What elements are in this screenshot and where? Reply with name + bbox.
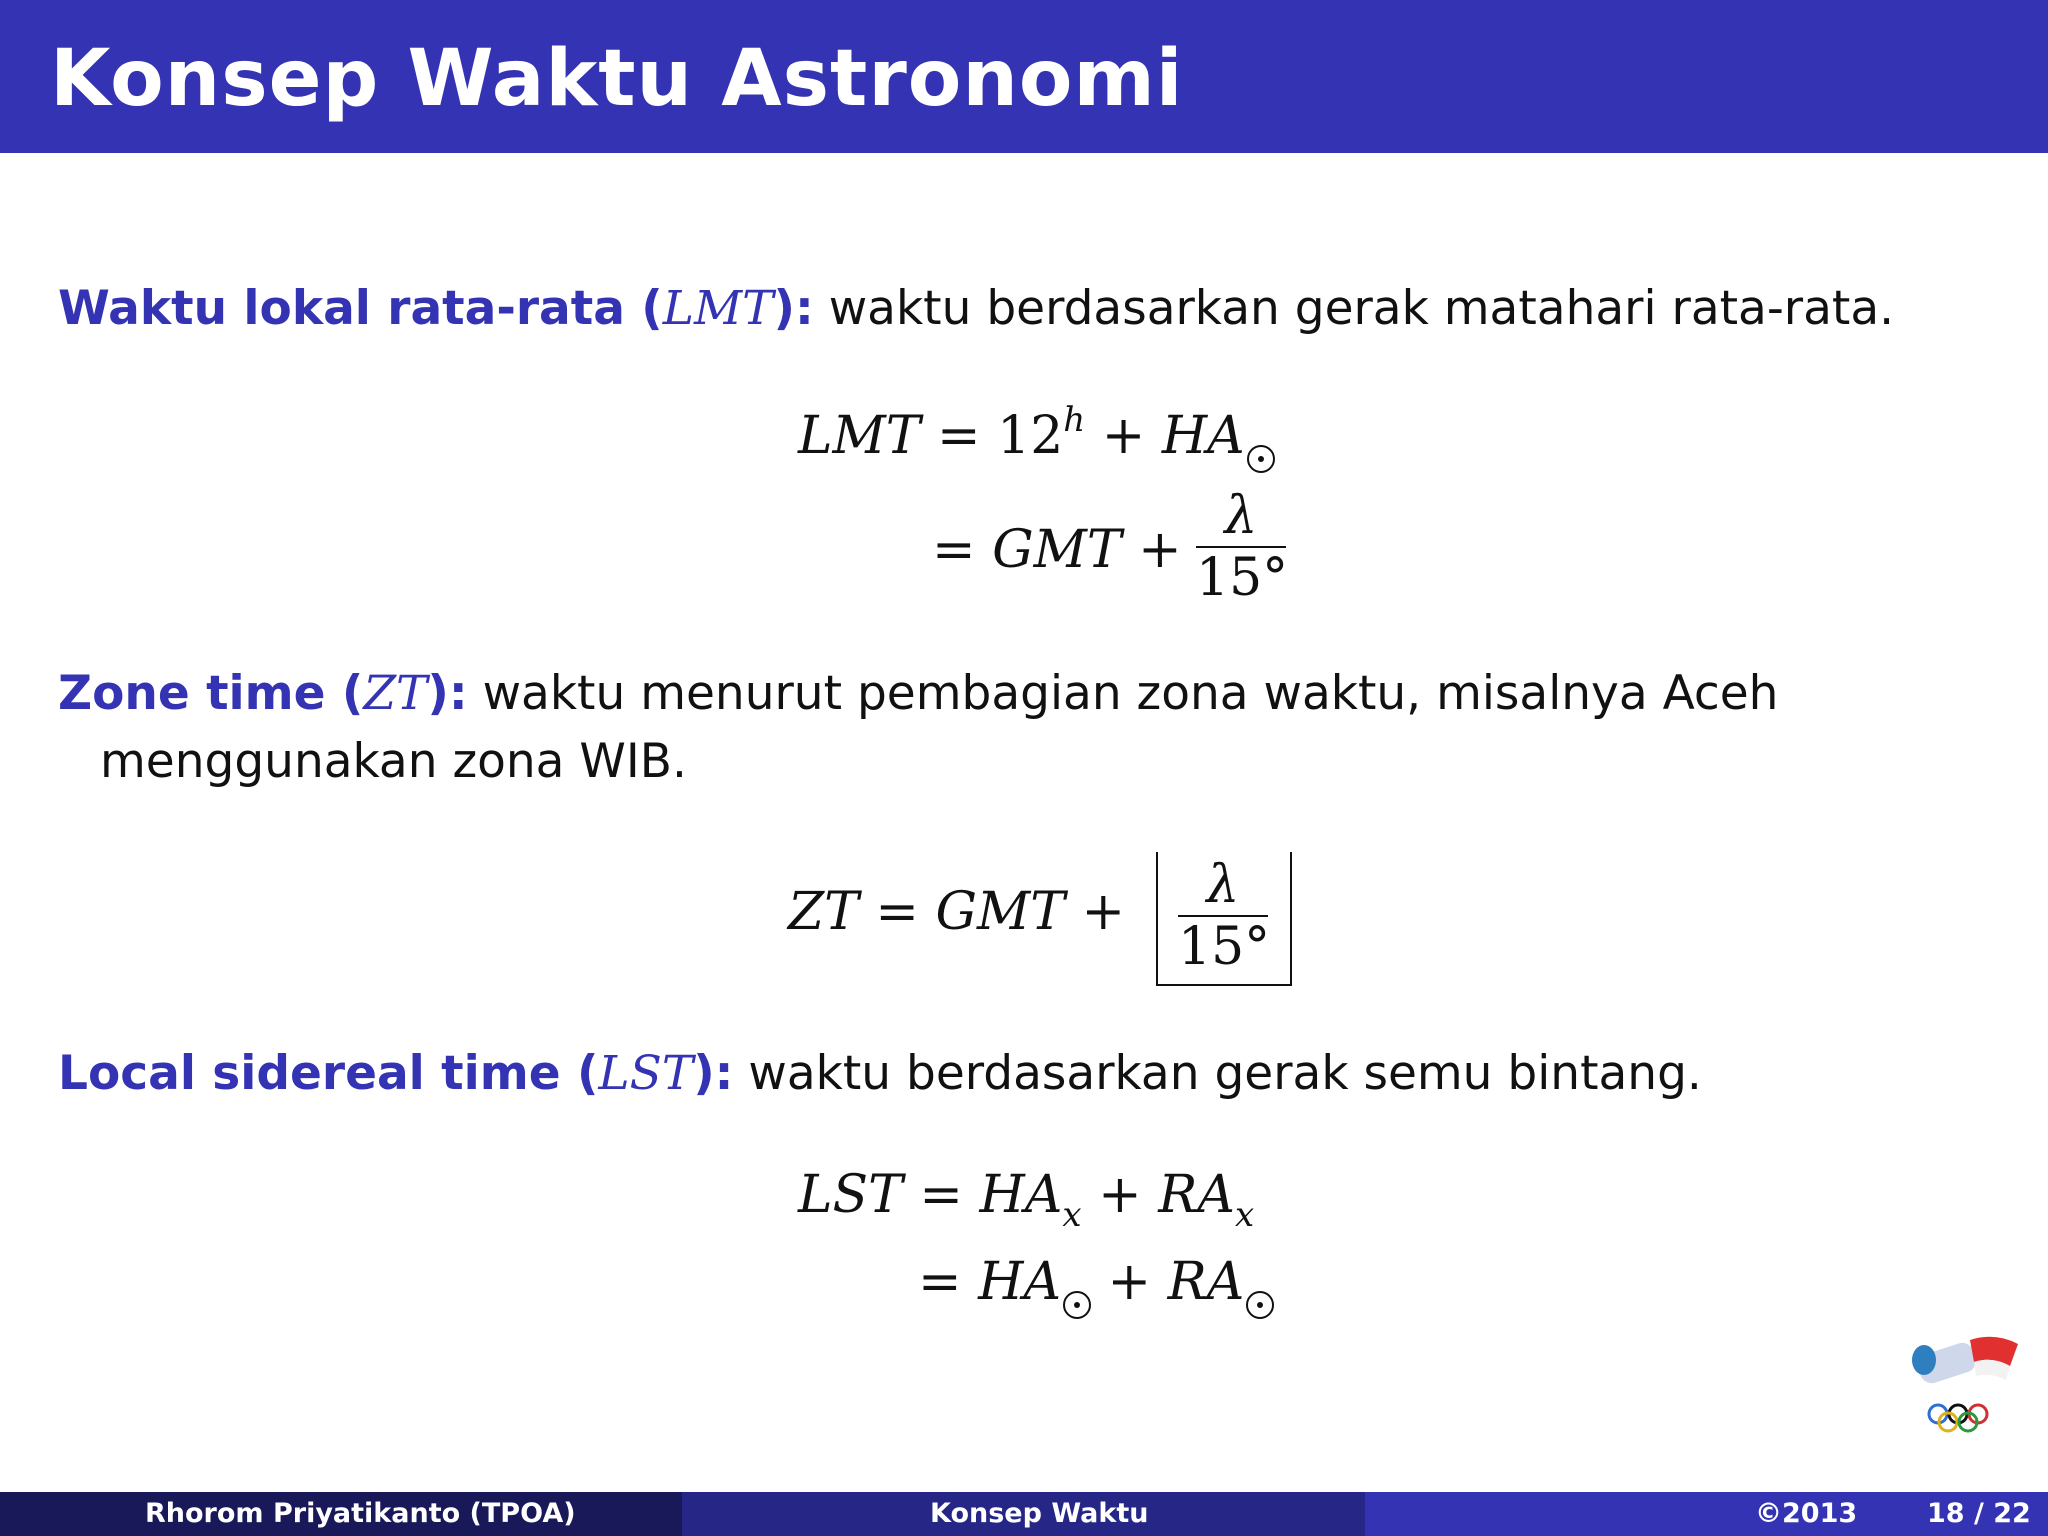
zt-term: Zone time (ZT): xyxy=(58,666,468,721)
lst-term: Local sidereal time (LST): xyxy=(58,1046,734,1101)
footer-page-number: 18 / 22 xyxy=(1927,1498,2031,1529)
lmt-term: Waktu lokal rata-rata (LMT): xyxy=(58,281,814,336)
tpoa-logo-icon xyxy=(1900,1310,2040,1450)
lmt-description: waktu berdasarkan gerak matahari rata-rata. xyxy=(828,281,1895,336)
zt-description-line2: menggunakan zona WIB. xyxy=(100,734,687,789)
lambda-numerator: λ xyxy=(1224,486,1258,546)
lst-equation-line1: LST = $HA_x + RA_x$ xyxy=(798,1165,1255,1235)
footer-middle xyxy=(682,1492,1365,1536)
slide-title: Konsep Waktu Astronomi xyxy=(50,34,1184,124)
sun-symbol-icon xyxy=(1063,1291,1091,1319)
footer-left xyxy=(0,1492,682,1536)
zt-fraction xyxy=(1178,855,1271,977)
lambda-numerator: λ xyxy=(1206,855,1240,915)
sun-symbol-icon xyxy=(1246,1291,1274,1319)
footer-topic: Konsep Waktu xyxy=(930,1498,1149,1529)
lmt-fraction xyxy=(1196,486,1289,608)
zt-definition xyxy=(58,660,1778,728)
fraction-denominator: 15° xyxy=(1178,917,1271,977)
footer-author: Rhorom Priyatikanto (TPOA) xyxy=(145,1498,576,1529)
zt-equation: ZT = GMT + xyxy=(788,882,1126,942)
lmt-equation-line2: = GMT + xyxy=(932,520,1182,580)
lst-equation-line2: = HA + RA xyxy=(918,1252,1274,1319)
zt-description-line1: waktu menurut pembagian zona waktu, misalnya Aceh xyxy=(482,666,1779,721)
footer xyxy=(0,1492,2048,1536)
title-bar xyxy=(0,0,2048,153)
lst-description: waktu berdasarkan gerak semu bintang. xyxy=(748,1046,1702,1101)
fraction-denominator: 15° xyxy=(1196,548,1289,608)
lmt-equation-line1: LMT = $12^h$ + HA xyxy=(798,400,1275,473)
footer-right xyxy=(1365,1492,2048,1536)
lmt-definition xyxy=(58,275,1894,343)
lst-definition xyxy=(58,1040,1702,1108)
footer-copyright: ©2013 xyxy=(1755,1498,1858,1529)
sun-symbol-icon xyxy=(1247,445,1275,473)
